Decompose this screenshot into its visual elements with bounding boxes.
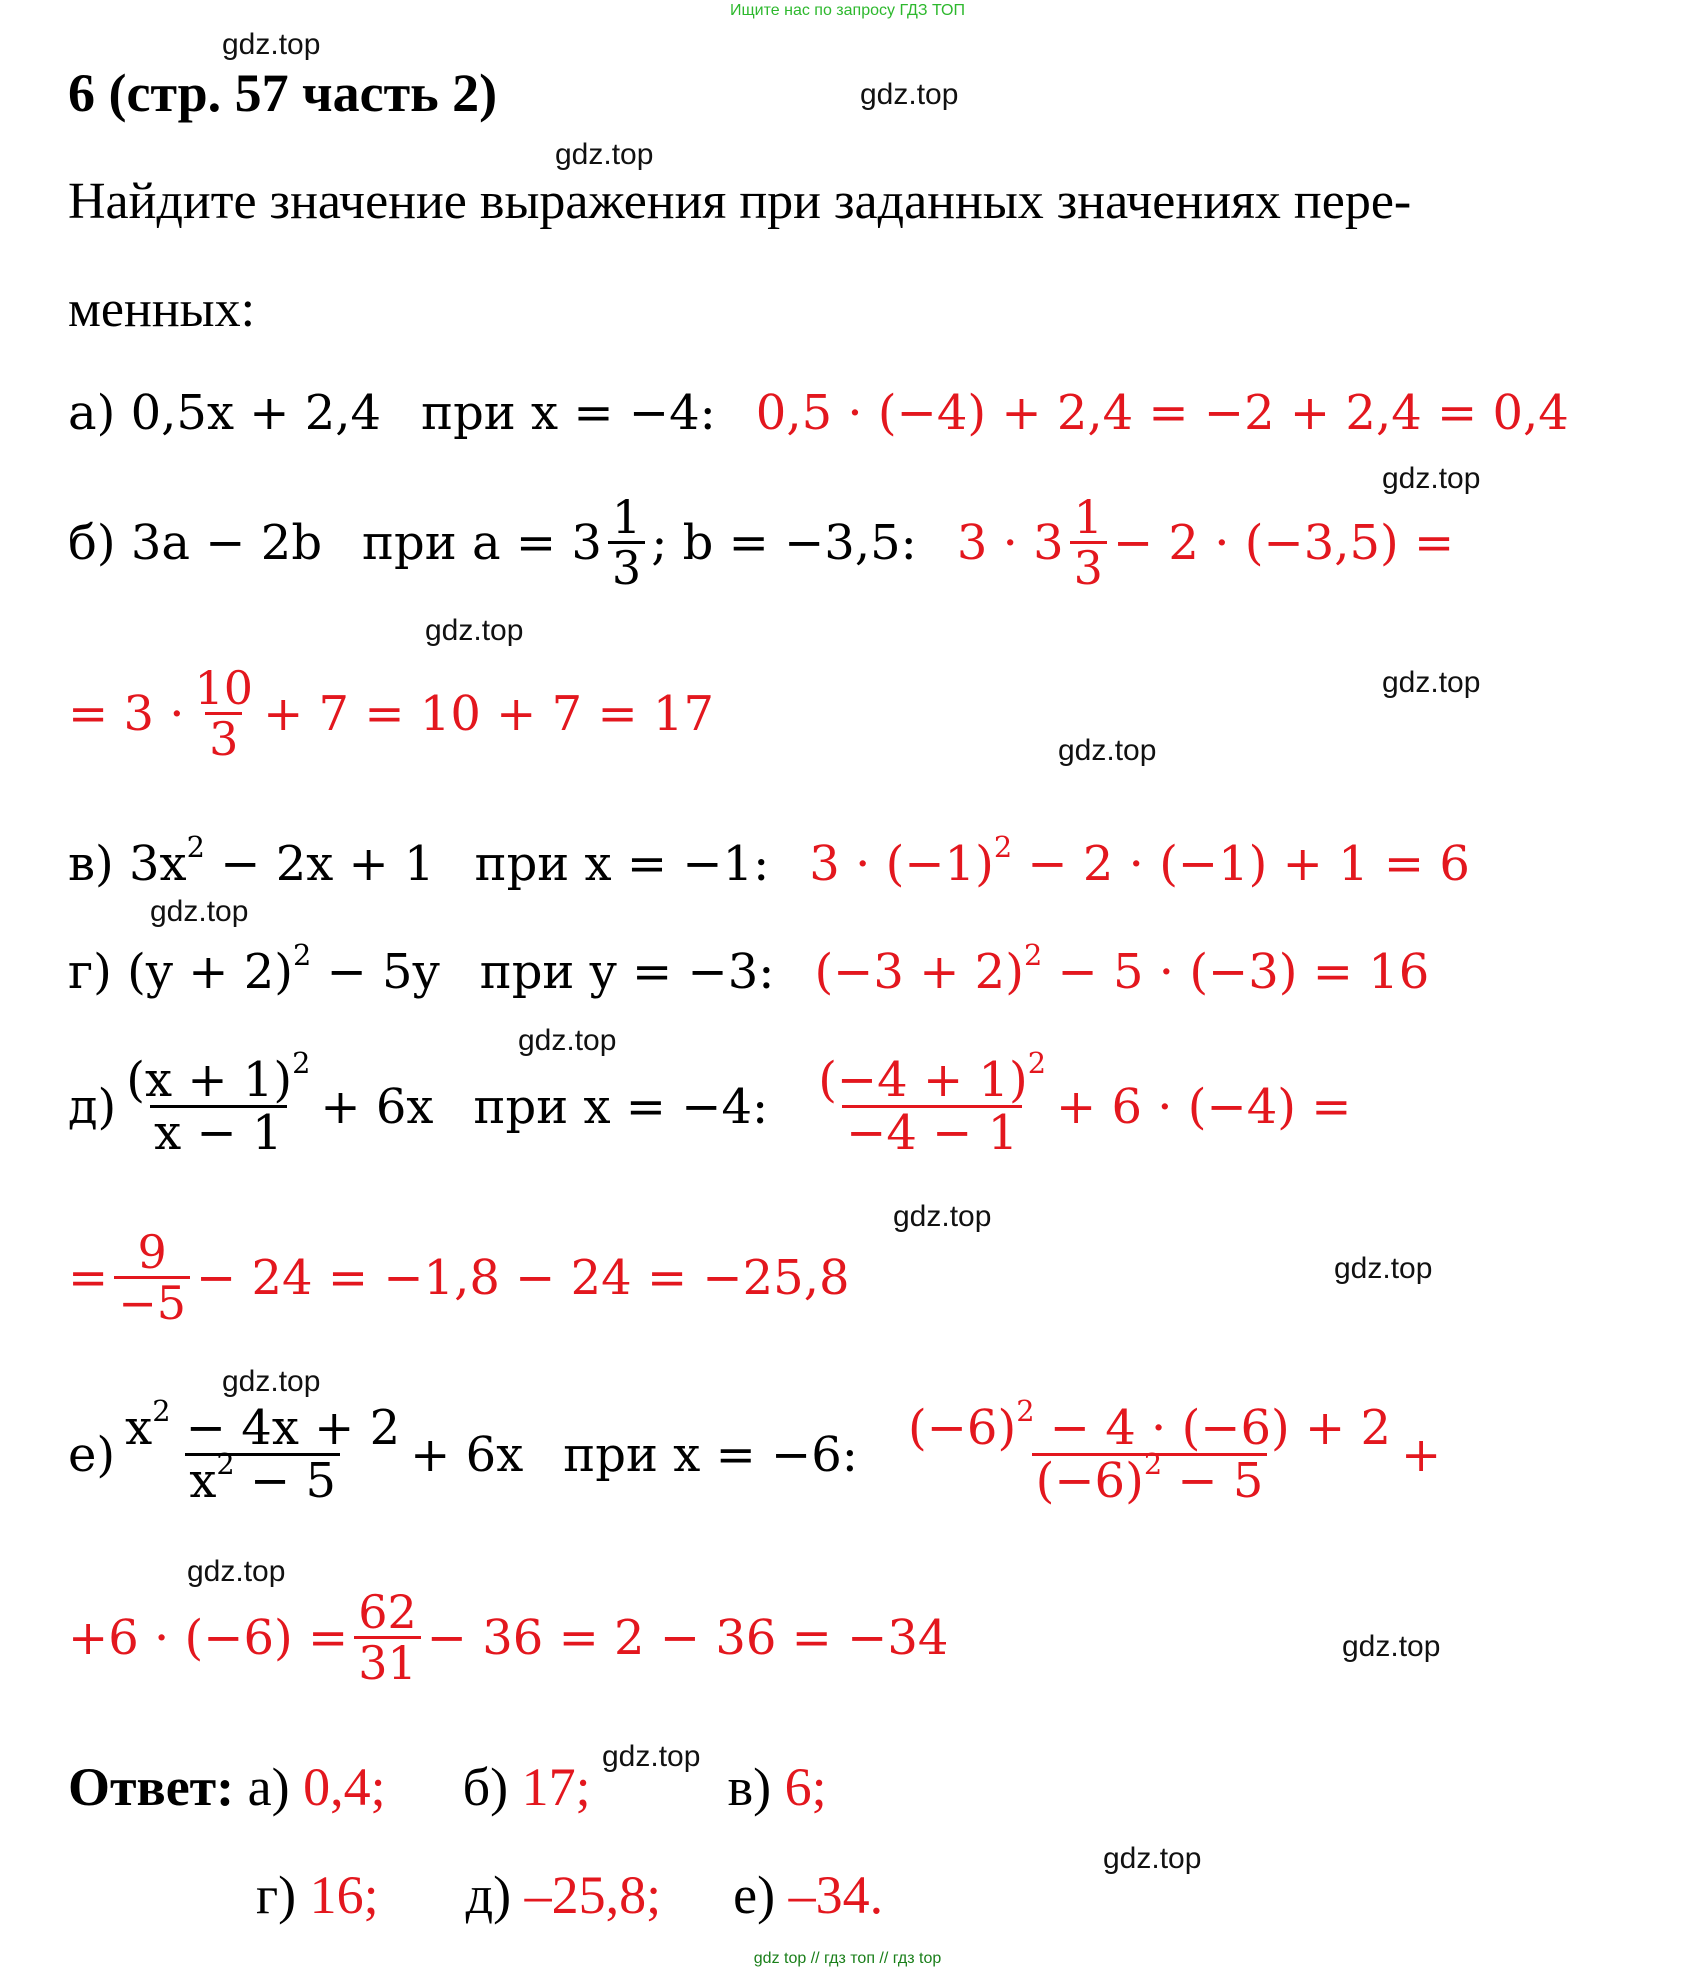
item-e-fraction xyxy=(121,1393,404,1510)
answer-line2 xyxy=(256,1864,883,1926)
item-v-condition: при x = −1: xyxy=(474,836,770,892)
fraction-numerator: $x^2 - 4x + 2$ xyxy=(125,1393,401,1456)
item-e-condition: при x = −6: xyxy=(563,1426,858,1483)
item-e-post: + 6x xyxy=(410,1426,524,1483)
answer-b-value: 17; xyxy=(521,1757,591,1817)
fraction-numerator: 9 xyxy=(137,1225,167,1279)
answer-e-label: е) xyxy=(733,1865,776,1925)
fraction-numerator: 1 xyxy=(611,490,642,544)
item-b-condition-pre: при a = 3 xyxy=(362,514,602,571)
item-g-label: г) $(y + 2)^2 - 5y$ xyxy=(68,937,440,1000)
item-b-line2-fraction xyxy=(191,661,258,767)
item-d-condition: при x = −4: xyxy=(473,1078,769,1135)
fraction-denominator: −5 xyxy=(114,1276,190,1327)
item-a-label: а) 0,5x + 2,4 xyxy=(68,385,382,441)
fraction-denominator: x − 1 xyxy=(150,1105,286,1158)
fraction-denominator: 31 xyxy=(354,1636,421,1687)
item-b-line2 xyxy=(68,661,714,767)
item-v-label: в) $3x^2 - 2x + 1$ xyxy=(68,829,435,892)
answer-d-label: д) xyxy=(465,1865,512,1925)
watermark: gdz.top xyxy=(1382,462,1481,495)
item-b-label: б) 3a − 2b xyxy=(68,514,323,571)
item-b xyxy=(68,490,1455,596)
answer-d-value: –25,8; xyxy=(524,1865,662,1925)
answer-v-label: в) xyxy=(727,1757,772,1817)
answer-g-label: г) xyxy=(256,1865,297,1925)
watermark: gdz.top xyxy=(518,1024,617,1057)
item-b-solution-post: − 2 · (−3,5) = xyxy=(1112,514,1455,571)
item-e-line2-fraction xyxy=(354,1585,421,1691)
watermark: gdz.top xyxy=(1103,1842,1202,1875)
answer-label: Ответ: xyxy=(68,1757,235,1817)
watermark: gdz.top xyxy=(1334,1252,1433,1285)
item-e-solution-fraction xyxy=(904,1393,1395,1510)
item-d-line2-post: − 24 = −1,8 − 24 = −25,8 xyxy=(196,1249,850,1306)
fraction-denominator: $(-6)^2 - 5$ xyxy=(1032,1453,1268,1506)
answer-line1 xyxy=(68,1756,827,1818)
watermark: gdz.top xyxy=(425,614,524,647)
answer-e-value: –34. xyxy=(788,1865,884,1925)
item-e-line2 xyxy=(68,1585,949,1691)
fraction-denominator: 3 xyxy=(608,541,645,592)
watermark: gdz.top xyxy=(222,28,321,61)
item-v-solution: $3 \cdot (-1)^2 - 2 \cdot (-1) + 1 = 6$ xyxy=(809,829,1470,892)
fraction-denominator: $x^2 - 5$ xyxy=(185,1453,340,1506)
fraction-numerator: $(-6)^2 - 4 \cdot (-6) + 2$ xyxy=(907,1393,1392,1456)
fraction-denominator: 3 xyxy=(1070,541,1107,592)
item-d-solution-fraction xyxy=(814,1045,1050,1162)
item-b-line2-pre: = 3 · xyxy=(68,685,185,742)
item-d-line2-pre: = xyxy=(68,1249,109,1306)
item-a-solution: 0,5 · (−4) + 2,4 = −2 + 2,4 = 0,4 xyxy=(755,385,1569,441)
answer-v-value: 6; xyxy=(784,1757,827,1817)
item-b-solution-fraction xyxy=(1070,490,1107,596)
page-title: 6 (стр. 57 часть 2) xyxy=(68,63,498,123)
answer-g-value: 16; xyxy=(309,1865,379,1925)
item-e-line2-post: − 36 = 2 − 36 = −34 xyxy=(426,1609,949,1666)
item-a-condition: при x = −4: xyxy=(421,385,716,441)
top-banner: Ищите нас по запросу ГДЗ ТОП xyxy=(730,2,965,19)
item-v xyxy=(68,829,1470,892)
item-g-condition: при y = −3: xyxy=(479,944,775,1000)
watermark: gdz.top xyxy=(893,1200,992,1233)
item-d-solution-post: + 6 · (−4) = xyxy=(1056,1078,1352,1135)
watermark: gdz.top xyxy=(860,78,959,111)
item-b-condition-fraction xyxy=(608,490,645,596)
item-d-post: + 6x xyxy=(320,1078,434,1135)
item-d-line2-fraction xyxy=(114,1225,190,1331)
item-d-label: д) xyxy=(68,1078,117,1135)
item-e-solution-post: + xyxy=(1401,1426,1442,1483)
item-a xyxy=(68,385,1569,441)
watermark: gdz.top xyxy=(150,895,249,928)
watermark: gdz.top xyxy=(555,138,654,171)
fraction-denominator: −4 − 1 xyxy=(842,1105,1022,1158)
item-b-solution-pre: 3 · 3 xyxy=(956,514,1064,571)
answer-b-label: б) xyxy=(462,1757,509,1817)
watermark: gdz.top xyxy=(222,1365,321,1398)
task-text-line2: менных: xyxy=(68,281,256,338)
item-b-line2-post: + 7 = 10 + 7 = 17 xyxy=(263,685,714,742)
fraction-numerator: 10 xyxy=(194,661,254,715)
bottom-banner: gdz top // гдз топ // гдз top xyxy=(753,1950,942,1967)
task-text-line1: Найдите значение выражения при заданных значениях пере- xyxy=(68,173,1412,230)
answer-a-label: а) xyxy=(247,1757,290,1817)
watermark: gdz.top xyxy=(1058,734,1157,767)
item-e-label: е) xyxy=(68,1426,116,1483)
fraction-numerator: 1 xyxy=(1073,490,1103,544)
fraction-numerator: $(-4 + 1)^2$ xyxy=(818,1045,1047,1108)
item-b-condition-post: ; b = −3,5: xyxy=(651,514,917,571)
fraction-denominator: 3 xyxy=(205,712,242,763)
item-g-solution: $(-3 + 2)^2 - 5 \cdot (-3) = 16$ xyxy=(814,937,1430,1000)
item-e xyxy=(68,1393,1442,1510)
item-d xyxy=(68,1045,1352,1162)
answer-a-value: 0,4; xyxy=(303,1757,386,1817)
fraction-numerator: 62 xyxy=(358,1585,417,1639)
watermark: gdz.top xyxy=(1342,1630,1441,1663)
watermark: gdz.top xyxy=(1382,666,1481,699)
item-d-fraction xyxy=(122,1045,314,1162)
fraction-numerator: $(x + 1)^2$ xyxy=(126,1045,311,1108)
item-e-line2-pre: +6 · (−6) = xyxy=(68,1609,349,1666)
watermark: gdz.top xyxy=(187,1555,286,1588)
item-d-line2 xyxy=(68,1225,850,1331)
item-g xyxy=(68,937,1430,1000)
watermark: gdz.top xyxy=(602,1740,701,1773)
